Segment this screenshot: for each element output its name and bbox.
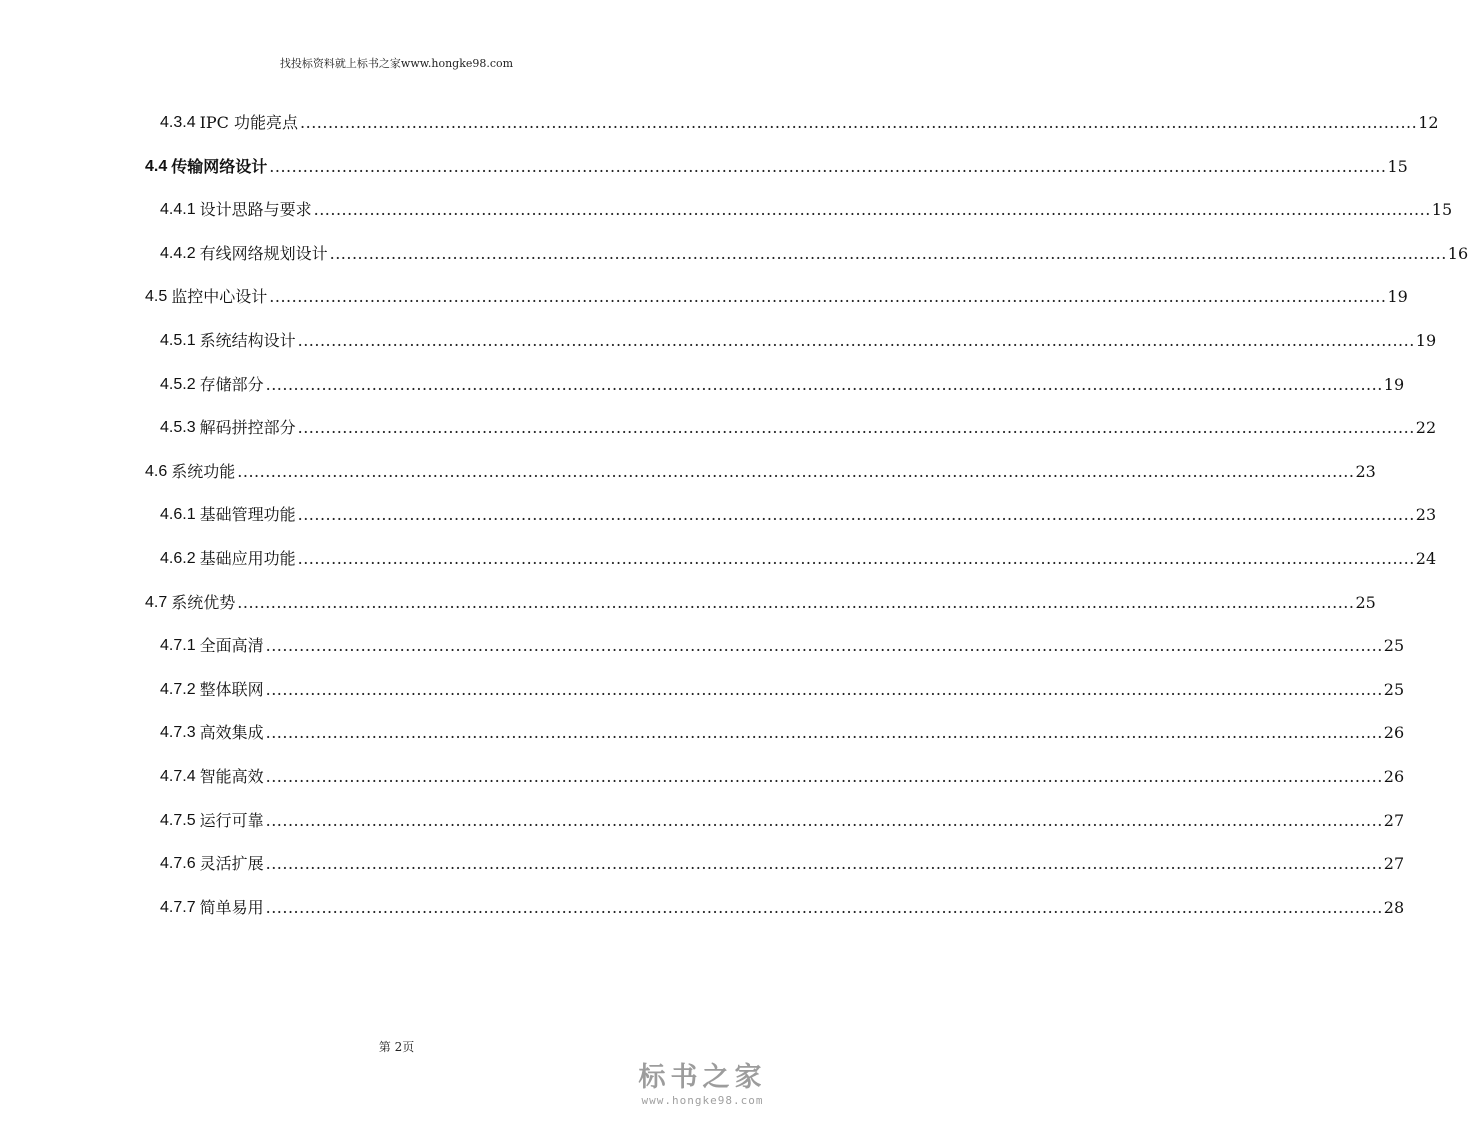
toc-entry-title: 简单易用 [199, 897, 264, 917]
toc-entry-number: 4.6 [145, 462, 168, 480]
toc-entry-title: 基础应用功能 [199, 549, 296, 568]
toc-entry-page: 27 [1383, 854, 1405, 874]
toc-entry-title: 设计思路与要求 [199, 200, 312, 220]
toc-entry [145, 147, 1408, 177]
toc-entry [160, 801, 1405, 831]
toc-entry-title: 运行可靠 [199, 810, 264, 830]
toc-entry-number: 4.7.2 [160, 680, 196, 698]
toc-entry [160, 670, 1405, 700]
toc-entry-title: 有线网络规划设计 [199, 243, 328, 263]
toc-leader-dots: ........................................................................................................................................................................................................ [237, 592, 1355, 612]
toc-entry [160, 408, 1437, 438]
toc-entry-page: 19 [1387, 287, 1408, 307]
toc-entry-page: 19 [1415, 331, 1437, 350]
toc-leader-dots: ........................................................................................................................................................................................................ [297, 331, 1415, 350]
toc-entry-page: 24 [1415, 549, 1437, 568]
toc-entry-number: 4.6.1 [160, 506, 196, 524]
toc-entry-title: 监控中心设计 [171, 287, 268, 307]
toc-entry-number: 4.7.6 [160, 855, 196, 873]
toc-entry-number: 4.7.7 [160, 898, 196, 916]
toc-leader-dots: ........................................................................................................................................................................................................ [265, 374, 1383, 394]
toc-entry [160, 539, 1437, 569]
toc-leader-dots: ........................................................................................................................................................................................................ [269, 287, 1387, 307]
toc-entry-page: 15 [1431, 200, 1453, 220]
toc-entry [160, 190, 1453, 220]
toc-leader-dots: ........................................................................................................................................................................................................ [265, 854, 1383, 874]
toc-leader-dots: ........................................................................................................................................................................................................ [269, 156, 1387, 176]
logo-name: 标书之家 [638, 1062, 767, 1093]
toc-leader-dots: ........................................................................................................................................................................................................ [237, 461, 1355, 481]
toc-entry-number: 4.7.5 [160, 811, 196, 829]
toc-entry [145, 452, 1376, 482]
toc-entry-number: 4.3.4 [160, 114, 196, 131]
toc-leader-dots: ........................................................................................................................................................................................................ [265, 810, 1383, 830]
toc-entry-page: 27 [1383, 810, 1405, 830]
toc-entry-page: 16 [1447, 243, 1468, 263]
toc-entry [160, 713, 1405, 743]
toc-entry-title: 灵活扩展 [199, 854, 264, 874]
toc-entry [160, 757, 1405, 787]
watermark-logo [630, 1062, 775, 1108]
toc-entry [160, 844, 1405, 874]
toc-entry-title: 解码拼控部分 [199, 418, 296, 438]
toc-leader-dots: ........................................................................................................................................................................................................ [297, 505, 1415, 525]
toc-leader-dots: ........................................................................................................................................................................................................ [300, 113, 1418, 132]
toc-entry-number: 4.7.4 [160, 768, 196, 785]
toc-entry-page: 26 [1383, 723, 1405, 743]
toc-entry [160, 234, 1468, 264]
toc-entry-title: 基础管理功能 [199, 505, 296, 525]
toc-entry-title: 存储部分 [199, 374, 264, 394]
toc-entry-title: 智能高效 [199, 767, 264, 786]
logo-url: www.hongke98.com [641, 1094, 764, 1107]
toc-entry [160, 626, 1405, 656]
page-number: 第 2页 [378, 1040, 415, 1054]
toc-entry-page: 15 [1387, 156, 1408, 176]
toc-entry-title: 系统功能 [171, 461, 236, 481]
toc-entry-page: 25 [1383, 636, 1405, 656]
toc-leader-dots: ........................................................................................................................................................................................................ [265, 679, 1383, 699]
toc-entry [160, 888, 1405, 918]
toc-entry-page: 25 [1355, 592, 1376, 612]
toc-entry-page: 25 [1383, 679, 1405, 699]
toc-entry-number: 4.5.1 [160, 332, 196, 349]
toc-entry-number: 4.4.2 [160, 244, 196, 262]
toc-leader-dots: ........................................................................................................................................................................................................ [265, 723, 1383, 743]
toc-entry-title: 整体联网 [199, 679, 264, 699]
toc-entry-title: 系统结构设计 [199, 331, 296, 350]
toc-entry-number: 4.7.3 [160, 724, 196, 742]
toc-entry-number: 4.5 [145, 288, 168, 306]
toc-leader-dots: ........................................................................................................................................................................................................ [265, 897, 1383, 917]
toc-entry-number: 4.4 [145, 157, 168, 175]
toc-entry-title: 全面高清 [199, 636, 264, 656]
toc-entry-page: 12 [1418, 113, 1439, 132]
toc-entry-number: 4.7 [145, 593, 168, 611]
page-header: 找投标资料就上标书之家www.hongke98.com [279, 57, 514, 70]
toc-entry [160, 495, 1437, 525]
toc-entry-title: 高效集成 [199, 723, 264, 743]
toc-leader-dots: ........................................................................................................................................................................................................ [265, 636, 1383, 656]
toc-entry-number: 4.7.1 [160, 637, 196, 655]
toc-entry-number: 4.4.1 [160, 201, 196, 219]
toc-entry-number: 4.5.3 [160, 419, 196, 437]
toc-entry-title: IPC 功能亮点 [199, 113, 299, 132]
toc-entry-page: 23 [1355, 461, 1376, 481]
toc-entry-page: 19 [1383, 374, 1405, 394]
toc-entry [160, 321, 1437, 351]
toc-entry-number: 4.6.2 [160, 550, 196, 567]
toc-entry [145, 583, 1376, 613]
toc-entry [145, 277, 1408, 307]
toc-entry-page: 26 [1383, 767, 1405, 786]
toc-leader-dots: ........................................................................................................................................................................................................ [297, 418, 1415, 438]
toc-leader-dots: ........................................................................................................................................................................................................ [297, 549, 1415, 568]
toc-entry-title: 传输网络设计 [171, 156, 268, 176]
toc-entry [160, 365, 1405, 395]
toc-entry-page: 28 [1383, 897, 1405, 917]
toc-entry-page: 22 [1415, 418, 1437, 438]
toc-leader-dots: ........................................................................................................................................................................................................ [313, 200, 1431, 220]
toc-entry [160, 103, 1439, 133]
toc-entry-title: 系统优势 [171, 592, 236, 612]
toc-leader-dots: ........................................................................................................................................................................................................ [265, 767, 1383, 786]
toc-leader-dots: ........................................................................................................................................................................................................ [329, 243, 1447, 263]
toc-entry-page: 23 [1415, 505, 1437, 525]
toc-entry-number: 4.5.2 [160, 375, 196, 393]
